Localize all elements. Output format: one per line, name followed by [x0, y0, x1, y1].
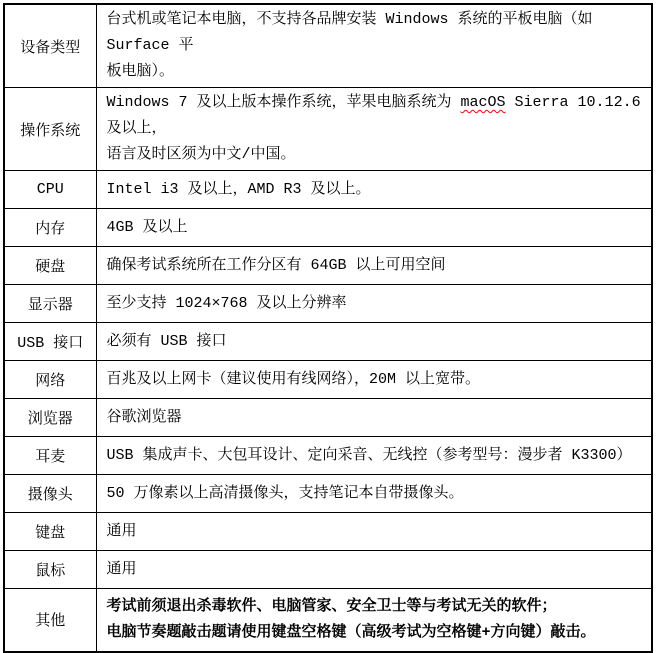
row-content [96, 513, 652, 551]
content-line [107, 405, 644, 431]
row-content [96, 88, 652, 171]
text-segment: Sierra 10.12.6 及以上， [106, 94, 641, 137]
table-row [4, 209, 652, 247]
row-content [96, 247, 652, 285]
table-row [4, 399, 652, 437]
content-line [107, 215, 644, 241]
content-line [107, 620, 644, 646]
content-line [107, 59, 644, 85]
text-segment: 必须有 USB 接口 [106, 332, 227, 350]
row-label: CPU [4, 171, 96, 209]
table-row [4, 475, 652, 513]
content-line [107, 7, 644, 59]
row-content [96, 323, 652, 361]
row-label: 摄像头 [4, 475, 96, 513]
table-row [4, 323, 652, 361]
table-row [4, 88, 652, 171]
row-content [96, 589, 652, 652]
row-label: 操作系统 [4, 88, 96, 171]
text-segment: 百兆及以上网卡（建议使用有线网络），20M 以上宽带。 [106, 370, 481, 388]
text-segment: 板电脑）。 [106, 63, 175, 80]
row-content [96, 399, 652, 437]
device-requirements-table [3, 3, 653, 653]
table-row [4, 513, 652, 551]
table-row [4, 285, 652, 323]
table-row [4, 171, 652, 209]
text-segment: 考试前须退出杀毒软件、电脑管家、安全卫士等与考试无关的软件； [106, 597, 557, 615]
row-content [96, 475, 652, 513]
text-segment: USB 集成声卡、大包耳设计、定向采音、无线控（参考型号：漫步者 K3300） [106, 446, 632, 464]
content-line [107, 481, 644, 507]
row-label: 网络 [4, 361, 96, 399]
text-segment: Intel i3 及以上，AMD R3 及以上。 [106, 180, 371, 198]
row-label: 鼠标 [4, 551, 96, 589]
row-label: 键盘 [4, 513, 96, 551]
content-line [107, 594, 644, 620]
content-line [107, 519, 644, 545]
row-label: 显示器 [4, 285, 96, 323]
content-line [107, 367, 644, 393]
row-label: 其他 [4, 589, 96, 652]
table-row [4, 247, 652, 285]
row-label: USB 接口 [4, 323, 96, 361]
content-line [107, 177, 644, 203]
row-content [96, 361, 652, 399]
content-line [107, 291, 644, 317]
content-line [107, 253, 644, 279]
text-segment: Windows 7 及以上版本操作系统，苹果电脑系统为 [106, 94, 461, 111]
text-segment: 通用 [106, 522, 137, 540]
row-content [96, 437, 652, 475]
table-row [4, 4, 652, 88]
row-content [96, 285, 652, 323]
table-row [4, 589, 652, 652]
row-content [96, 171, 652, 209]
content-line [107, 443, 644, 469]
text-segment: 语言及时区须为中文/中国。 [106, 146, 296, 163]
device-requirements-table-body [4, 4, 652, 652]
content-line [107, 329, 644, 355]
table-row [4, 361, 652, 399]
row-label: 设备类型 [4, 4, 96, 88]
row-label: 耳麦 [4, 437, 96, 475]
row-label: 内存 [4, 209, 96, 247]
spellcheck-underlined-text: macOS [460, 94, 506, 111]
text-segment: 50 万像素以上高清摄像头，支持笔记本自带摄像头。 [106, 484, 464, 502]
row-content [96, 4, 652, 88]
text-segment: 确保考试系统所在工作分区有 64GB 以上可用空间 [106, 256, 446, 274]
table-row [4, 437, 652, 475]
content-line [107, 142, 644, 168]
text-segment: 4GB 及以上 [106, 218, 188, 236]
table-row [4, 551, 652, 589]
row-label: 浏览器 [4, 399, 96, 437]
row-label: 硬盘 [4, 247, 96, 285]
content-line [107, 90, 644, 142]
text-segment: 谷歌浏览器 [106, 408, 182, 426]
row-content [96, 551, 652, 589]
text-segment: 台式机或笔记本电脑，不支持各品牌安装 Windows 系统的平板电脑（如 Surface 平 [106, 11, 593, 54]
text-segment: 至少支持 1024×768 及以上分辨率 [106, 294, 347, 312]
content-line [107, 557, 644, 583]
text-segment: 电脑节奏题敲击题请使用键盘空格键（高级考试为空格键+方向键）敲击。 [106, 623, 596, 641]
text-segment: 通用 [106, 560, 137, 578]
row-content [96, 209, 652, 247]
